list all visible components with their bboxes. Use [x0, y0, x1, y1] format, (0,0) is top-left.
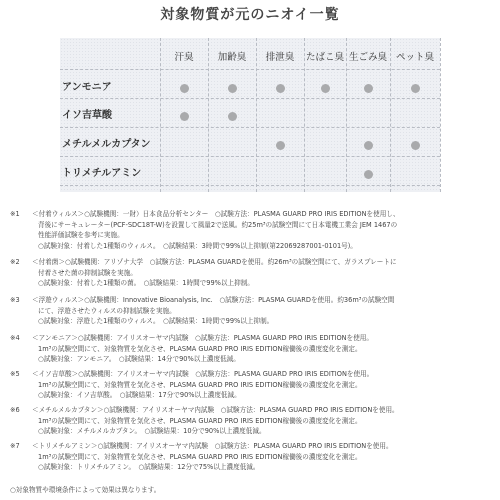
note-line: ＜メチルメルカプタン＞○試験機関：アイリスオーヤマ内試験 ○試験方法：PLASMA GUARD PRO IRIS EDITIONを使用。: [32, 406, 399, 414]
note-line: 1m³の試験空間にて、対象物質を気化させ、PLASMA GUARD PRO IRIS EDITION稼働後の濃度変化を測定。: [38, 344, 362, 353]
applicable-mark-dot: [180, 84, 189, 93]
note-line: ＜トリメチルアミン＞○試験機関：アイリスオーヤマ内試験 ○試験方法：PLASMA GUARD PRO IRIS EDITIONを使用。: [32, 442, 393, 450]
note-line: 1m³の試験空間にて、対象物質を気化させ、PLASMA GUARD PRO IRIS EDITION稼働後の濃度変化を測定。: [38, 416, 362, 425]
note-line: ＜イソ吉草酸＞○試験機関：アイリスオーヤマ内試験 ○試験方法：PLASMA GUARD PRO IRIS EDITIONを使用。: [32, 370, 374, 378]
applicable-mark-dot: [364, 141, 373, 150]
note-line: ○試験対象：付着した1種類の菌。 ○試験結果：1時間で99%以上抑制。: [38, 279, 254, 287]
applicable-mark-dot: [276, 84, 285, 93]
applicable-mark-dot: [411, 84, 420, 93]
table-column-header: 加齢臭: [217, 52, 247, 63]
note-line: ○試験対象：浮遊した1種類のウィルス。 ○試験結果：1時間で99%以上抑制。: [38, 317, 274, 325]
table-column-header: ペット臭: [395, 52, 434, 63]
table-row-divider: [60, 156, 440, 157]
table-column-header: たばこ臭: [305, 52, 344, 63]
note-line: ＜アンモニア＞○試験機関：アイリスオーヤマ内試験 ○試験方法：PLASMA GUARD PRO IRIS EDITIONを使用。: [32, 334, 373, 342]
note-mark: ※3: [10, 296, 20, 304]
applicable-mark-dot: [228, 84, 237, 93]
note-line: ＜付着ウィルス＞○試験機関：一財）日本食品分析センター ○試験方法：PLASMA GUARD PRO IRIS EDITIONを使用し、: [32, 210, 400, 218]
table-column-header: 排泄臭: [265, 52, 295, 63]
applicable-mark-dot: [321, 84, 330, 93]
note-line: ○試験対象：付着した1種類のウィルス。 ○試験結果：3時間で99%以上抑制(第22069287001-0101号)。: [38, 241, 357, 250]
table-col-divider: [440, 38, 441, 192]
note-line: ＜浮遊ウィルス＞○試験機関：Innovative Bioanalysis, Inc. ○試験方法：PLASMA GUARDを使用。約36m³の試験空間: [32, 296, 395, 304]
table-row-divider: [60, 185, 440, 186]
note-line: ＜付着菌＞○試験機関：アリゾナ大学 ○試験方法：PLASMA GUARDを使用。約26m³の試験空間にて、ガラスプレートに: [32, 258, 397, 266]
note-line: ○試験対象：イソ吉草酸。 ○試験結果：17分で90%以上濃度低減。: [38, 391, 241, 399]
note-line: 背後にサーキュレーター(PCF-SDC18T-W)を設置して風量2で送風。約25m³の試験空間にて日本電機工業会 JEM 1467の: [38, 220, 398, 229]
note-line: 1m³の試験空間にて、対象物質を気化させ、PLASMA GUARD PRO IRIS EDITION稼働後の濃度変化を測定。: [38, 380, 362, 389]
table-row-label: トリメチルアミン: [62, 168, 142, 179]
note-mark: ※7: [10, 442, 20, 450]
note-mark: ※5: [10, 370, 20, 378]
applicable-mark-dot: [228, 112, 237, 121]
applicable-mark-dot: [364, 84, 373, 93]
table-column-header: 生ごみ臭: [348, 52, 387, 63]
note-line: ○試験対象：トリメチルアミン。 ○試験結果：12分で75%以上濃度低減。: [38, 463, 260, 471]
table-row-label: イソ吉草酸: [62, 110, 112, 121]
applicable-mark-dot: [411, 141, 420, 150]
table-column-header: 汗臭: [174, 52, 194, 63]
table-row-divider: [60, 127, 440, 128]
note-line: 性能評価試験を参考に実施。: [38, 231, 124, 239]
note-line: ○試験対象：メチルメルカプタン。 ○試験結果：10分で90%以上濃度低減。: [38, 427, 266, 435]
table-row-divider: [60, 69, 440, 70]
note-mark: ※1: [10, 210, 20, 218]
applicable-mark-dot: [364, 170, 373, 179]
note-line: 1m³の試験空間にて、対象物質を気化させ、PLASMA GUARD PRO IRIS EDITION稼働後の濃度変化を測定。: [38, 452, 362, 461]
note-line: 付着させた菌の抑制試験を実施。: [38, 268, 137, 277]
note-line: ○試験対象：アンモニア。 ○試験結果：14分で90%以上濃度低減。: [38, 355, 240, 363]
footer-note: ○対象物質や環境条件によって効果は異なります。: [10, 486, 161, 494]
table-row-label: アンモニア: [62, 82, 112, 93]
applicable-mark-dot: [180, 112, 189, 121]
note-line: にて、浮遊させたウィルスの抑制試験を実施。: [38, 306, 176, 315]
note-mark: ※4: [10, 334, 20, 342]
table-row-divider: [60, 98, 440, 99]
table-row-label: メチルメルカプタン: [62, 139, 151, 150]
note-mark: ※6: [10, 406, 20, 414]
note-mark: ※2: [10, 258, 20, 266]
page-title: 対象物質が元のニオイ一覧: [160, 7, 340, 23]
applicable-mark-dot: [276, 141, 285, 150]
